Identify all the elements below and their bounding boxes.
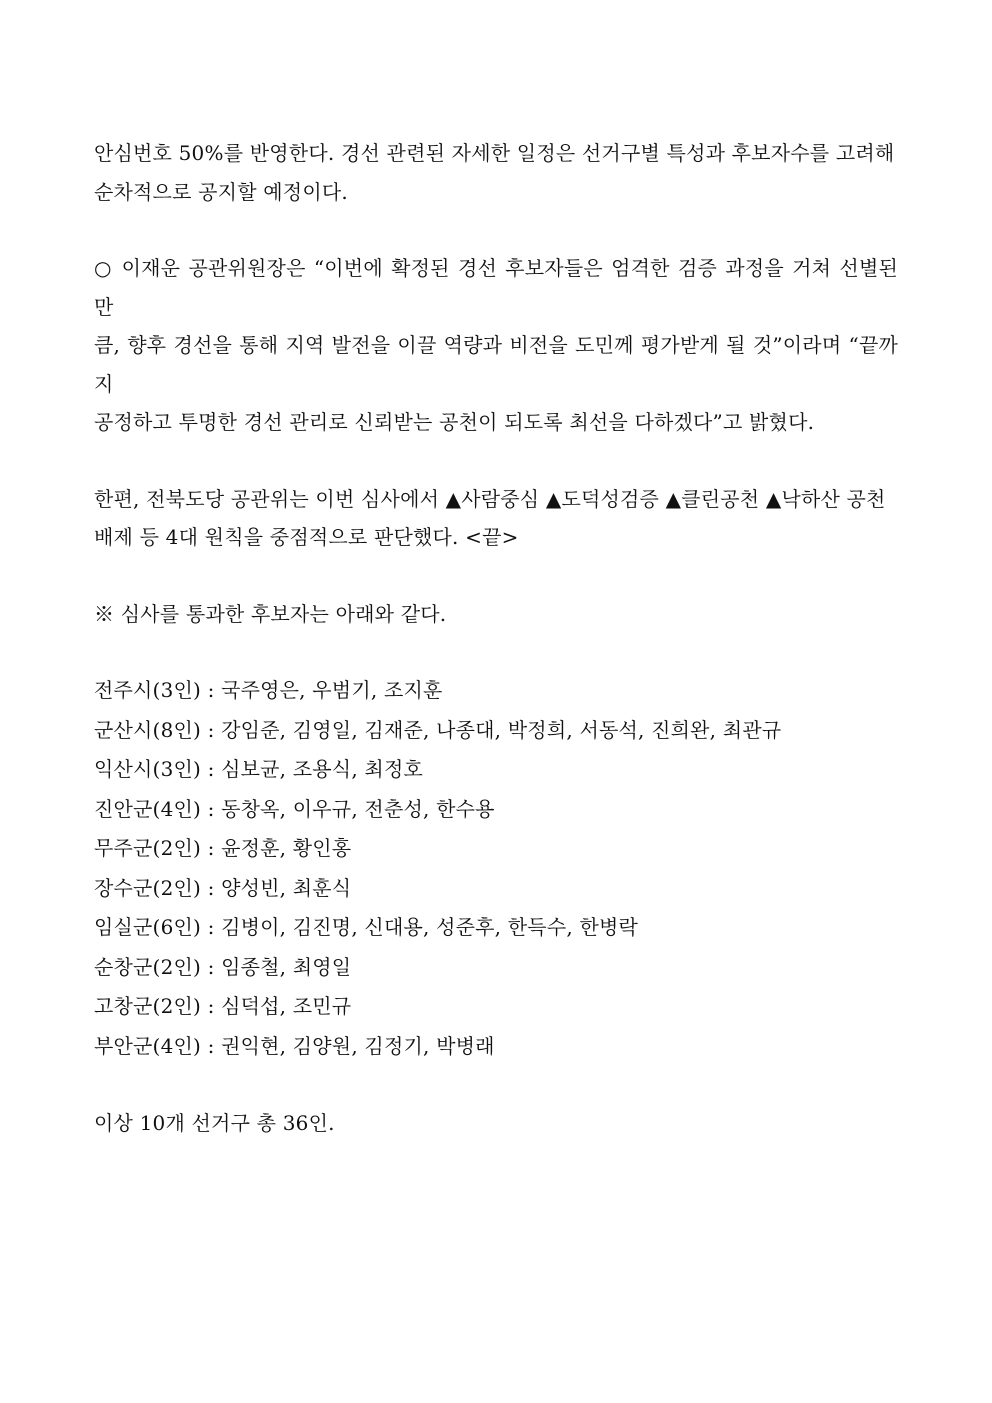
candidate-names: 양성빈, 최훈식	[221, 875, 352, 900]
candidate-region: 부안군(4인)	[94, 1033, 202, 1058]
candidate-row	[94, 948, 898, 988]
candidate-separator: :	[201, 796, 222, 821]
candidate-region: 임실군(6인)	[94, 915, 202, 939]
candidate-names: 권익현, 김양원, 김정기, 박병래	[221, 1033, 495, 1058]
candidate-names: 심덕섭, 조민규	[221, 994, 352, 1018]
paragraph-line: 순차적으로 공지할 예정이다.	[94, 179, 348, 204]
paragraph-chair-quote	[94, 249, 898, 442]
candidate-row	[94, 750, 898, 790]
candidate-row	[94, 987, 898, 1027]
candidate-row	[94, 1027, 898, 1067]
candidate-region: 진안군(4인)	[94, 796, 202, 821]
document-page	[94, 134, 898, 1143]
candidate-row	[94, 790, 898, 830]
paragraph-gap	[94, 633, 898, 671]
candidate-names: 김병이, 김진명, 신대용, 성준후, 한득수, 한병락	[221, 915, 639, 939]
candidate-row	[94, 711, 898, 751]
summary-line: 이상 10개 선거구 총 36인.	[94, 1111, 335, 1135]
candidate-region: 전주시(3인)	[94, 678, 202, 702]
candidate-separator: :	[201, 954, 222, 979]
candidate-separator: :	[201, 994, 222, 1018]
candidate-region: 고창군(2인)	[94, 994, 202, 1018]
candidate-names: 강임준, 김영일, 김재준, 나종대, 박정희, 서동석, 진희완, 최관규	[221, 717, 782, 742]
paragraph-gap	[94, 442, 898, 480]
candidate-region: 순창군(2인)	[94, 954, 202, 979]
candidate-list	[94, 671, 898, 1066]
candidate-separator: :	[201, 836, 222, 860]
candidate-names: 심보균, 조용식, 최정호	[221, 757, 423, 781]
candidate-row	[94, 908, 898, 948]
candidate-separator: :	[201, 678, 222, 702]
candidate-separator: :	[201, 1033, 222, 1058]
paragraph-line: 공정하고 투명한 경선 관리로 신뢰받는 공천이 되도록 최선을 다하겠다”고 밝혔다.	[94, 410, 815, 434]
paragraph-note	[94, 595, 898, 634]
paragraph-primary-schedule	[94, 134, 898, 211]
candidate-separator: :	[201, 875, 222, 900]
paragraph-line: 안심번호 50%를 반영한다. 경선 관련된 자세한 일정은 선거구별 특성과 후보자수를 고려해	[94, 141, 895, 165]
paragraph-principles	[94, 480, 898, 557]
candidate-names: 윤정훈, 황인홍	[221, 836, 352, 860]
candidate-row	[94, 671, 898, 711]
paragraph-line: 배제 등 4대 원칙을 중점적으로 판단했다. <끝>	[94, 525, 519, 549]
candidate-region: 익산시(3인)	[94, 757, 202, 781]
candidate-separator: :	[201, 757, 222, 781]
candidate-row	[94, 869, 898, 909]
candidate-region: 군산시(8인)	[94, 717, 202, 742]
candidate-names: 임종철, 최영일	[221, 954, 352, 979]
paragraph-gap	[94, 1066, 898, 1104]
candidate-separator: :	[201, 915, 222, 939]
paragraph-line: ○ 이재운 공관위원장은 “이번에 확정된 경선 후보자들은 엄격한 검증 과정을 거쳐 선별된 만	[94, 256, 898, 319]
paragraph-gap	[94, 557, 898, 595]
paragraph-gap	[94, 211, 898, 249]
candidate-region: 무주군(2인)	[94, 836, 202, 860]
paragraph-line: ※ 심사를 통과한 후보자는 아래와 같다.	[94, 601, 447, 626]
candidate-names: 동창옥, 이우규, 전춘성, 한수용	[221, 796, 495, 821]
candidate-region: 장수군(2인)	[94, 875, 202, 900]
candidate-row	[94, 829, 898, 869]
paragraph-line: 한편, 전북도당 공관위는 이번 심사에서 ▲사람중심 ▲도덕성검증 ▲클린공천 ▲낙하산 공천	[94, 486, 886, 511]
candidate-separator: :	[201, 717, 222, 742]
candidate-names: 국주영은, 우범기, 조지훈	[221, 678, 443, 702]
paragraph-line: 큼, 향후 경선을 통해 지역 발전을 이끌 역량과 비전을 도민께 평가받게 될 것”이라며 “끝까지	[94, 333, 898, 396]
